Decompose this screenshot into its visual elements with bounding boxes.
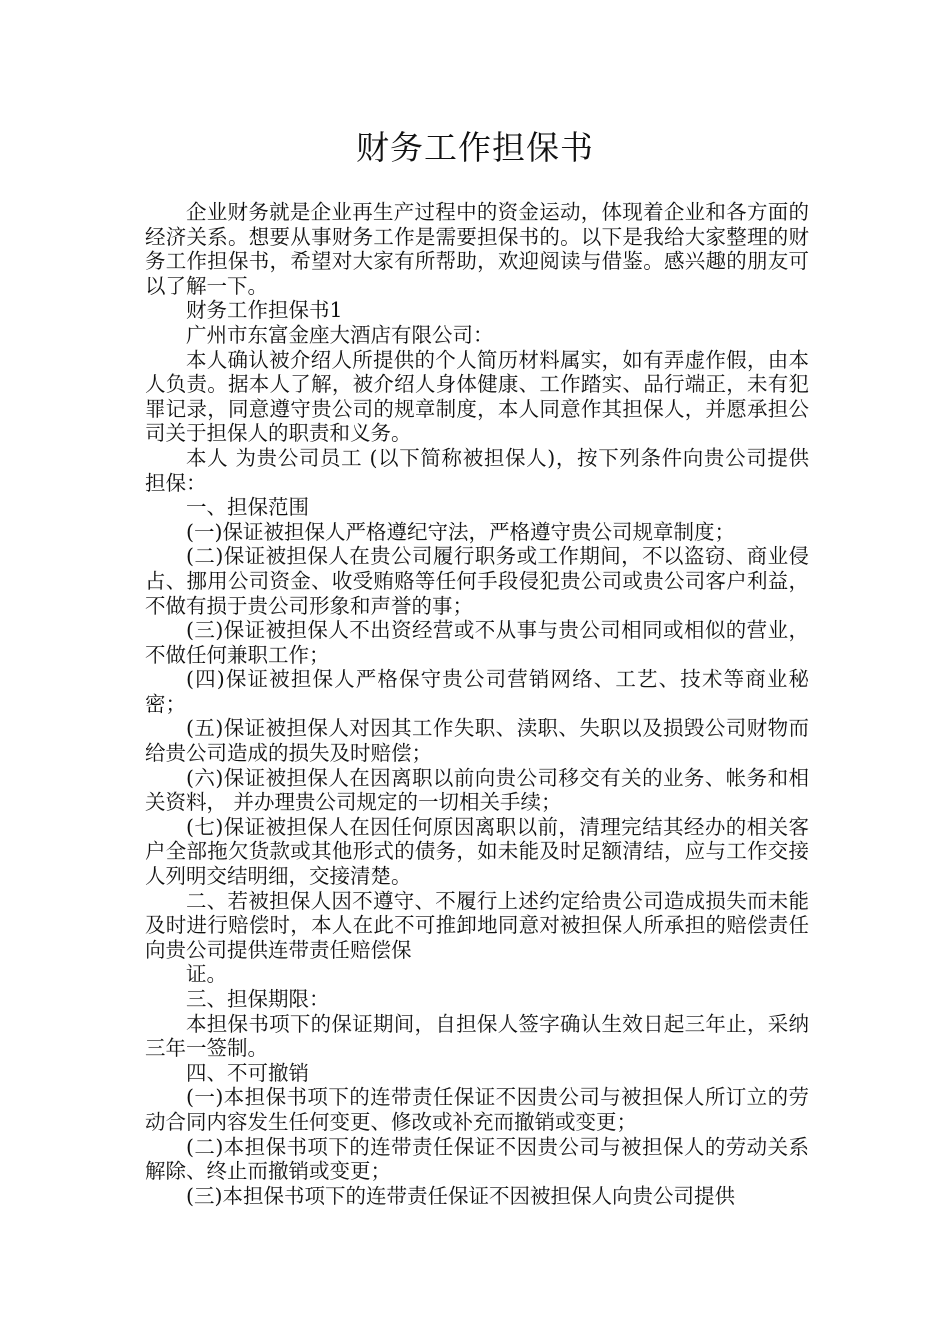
section-heading: 三、担保期限： — [186, 987, 330, 1011]
paragraph: 本担保书项下的保证期间，自担保人签字确认生效日起三年止，采纳三年一签制。 — [145, 1011, 809, 1061]
paragraph: (三)本担保书项下的连带责任保证不因被担保人向贵公司提供 — [186, 1183, 735, 1208]
paragraph: (六)保证被担保人在因离职以前向贵公司移交有关的业务、帐务和相关资料， 并办理贵公司规定的一切相关手续； — [145, 765, 809, 815]
paragraph: (三)保证被担保人不出资经营或不从事与贵公司相同或相似的营业，不做任何兼职工作； — [145, 618, 809, 667]
paragraph: (二)保证被担保人在贵公司履行职务或工作期间，不以盗窃、商业侵占、挪用公司资金、收受贿赂等任何手段侵犯贵公司或贵公司客户利益，不做有损于贵公司形象和声誉的事； — [145, 544, 809, 618]
paragraph: (五)保证被担保人对因其工作失职、渎职、失职以及损毁公司财物而给贵公司造成的损失及时赔偿； — [145, 716, 809, 766]
section-heading: 一、担保范围 — [186, 495, 309, 520]
paragraph: (七)保证被担保人在因任何原因离职以前，清理完结其经办的相关客户全部拖欠货款或其他形式的债务，如未能及时足额清结，应与工作交接人列明交结明细，交接清楚。 — [145, 814, 809, 889]
paragraph: (二)本担保书项下的连带责任保证不因贵公司与被担保人的劳动关系解除、终止而撤销或变更； — [145, 1134, 809, 1184]
section-heading: 四、不可撤销 — [186, 1060, 309, 1085]
document-title: 财务工作担保书 — [356, 128, 594, 167]
paragraph: 证。 — [186, 962, 227, 987]
paragraph: (一)本担保书项下的连带责任保证不因贵公司与被担保人所订立的劳动合同内容发生任何变更、修改或补充而撤销或变更； — [145, 1085, 809, 1134]
paragraph: (一)保证被担保人严格遵纪守法，严格遵守贵公司规章制度； — [186, 519, 735, 544]
paragraph: (四)保证被担保人严格保守贵公司营销网络、工艺、技术等商业秘密； — [145, 667, 809, 716]
paragraph: 财务工作担保书1 — [186, 298, 343, 323]
document-body — [145, 200, 809, 1208]
paragraph: 广州市东富金座大酒店有限公司： — [186, 322, 494, 347]
paragraph: 本人确认被介绍人所提供的个人简历材料属实，如有弄虚作假，由本人负责。据本人了解，被介绍人身体健康、工作踏实、品行端正，未有犯罪记录，同意遵守贵公司的规章制度，本人同意作其担保人，并愿承担公司关于担保人的职责和义务。 — [145, 347, 809, 446]
paragraph: 二、若被担保人因不遵守、不履行上述约定给贵公司造成损失而未能及时进行赔偿时，本人在此不可推卸地同意对被担保人所承担的赔偿责任向贵公司提供连带责任赔偿保 — [145, 888, 809, 962]
paragraph: 企业财务就是企业再生产过程中的资金运动，体现着企业和各方面的经济关系。想要从事财务工作是需要担保书的。以下是我给大家整理的财务工作担保书，希望对大家有所帮助，欢迎阅读与借鉴。感兴趣的朋友可以了解一下。 — [145, 200, 809, 298]
paragraph: 本人 为贵公司员工 (以下简称被担保人)，按下列条件向贵公司提供担保： — [145, 445, 809, 495]
